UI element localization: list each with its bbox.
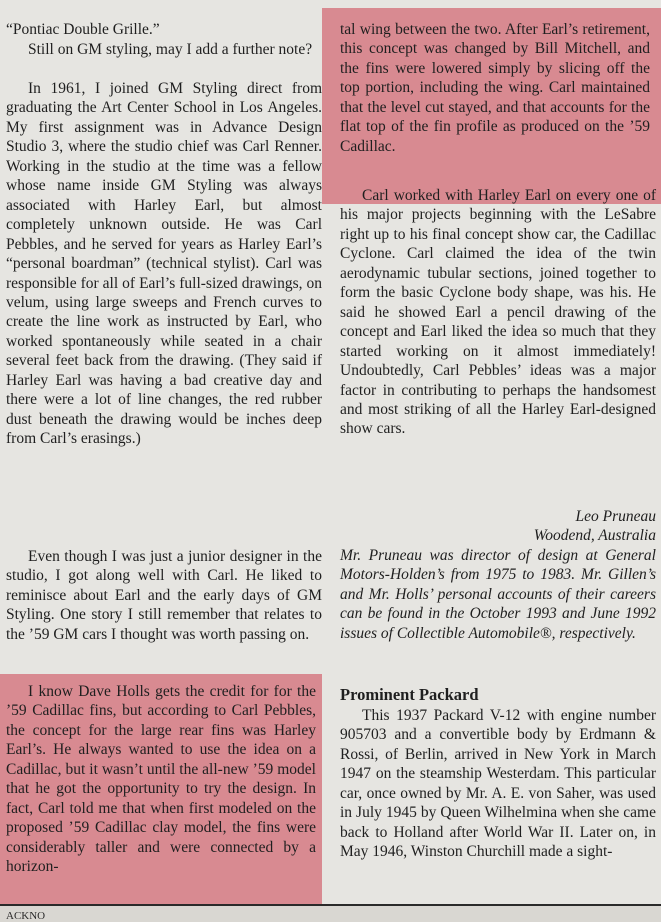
paragraph-question: Still on GM styling, may I add a further note? <box>28 41 313 58</box>
editor-note: Mr. Pruneau was director of design at General Motors-Holden’s from 1975 to 1983. Mr. Gillen’s and Mr. Holls’ personal accounts of their careers can be found in the October 1993 and June 1992 issues of Collectible Automobile®, respectively. <box>340 547 656 642</box>
intro-quote: “Pontiac Double Grille.” <box>6 21 160 38</box>
bottom-strip <box>0 906 661 922</box>
paragraph-cadillac-fins: I know Dave Holls gets the credit for for the ’59 Cadillac fins, but according to Carl Pebbles, the concept for the large rear fins was Harley Earl’s. He always wanted to use the idea on a Cadillac, but it wasn’t until the all-new ’59 model that he got the opportunity to try the design. In fact, Carl told me that when first modeled on the proposed ’59 Cadillac clay model, the fins were considerably taller and were connected by a horizon- <box>6 683 316 876</box>
paragraph-main: In 1961, I joined GM Styling direct from graduating the Art Center School in Los Angeles. My first assignment was in Advance Design Studio 3, where the studio chief was Carl Renner. Working in the studio at the time was a fellow whose name inside GM Styling was always associated with Harley Earl, but almost completely unknown outside. He was Carl Pebbles, and he served for years as Harley Earl’s “personal boardman” (technical stylist). Carl was responsible for all of Earl’s full-sized drawings, on velum, using large sweeps and French curves to create the line work as instructed by Earl, who worked spontaneously while seated in a chair several feet back from the drawing. (They said if Harley Earl was having a bad creative day and there were a lot of line changes, the red rubber dust beneath the drawing would be inches deep from Carl’s erasings.) <box>6 80 322 448</box>
paragraph-packard: This 1937 Packard V-12 with engine number 905703 and a convertible body by Erdmann & Rossi, of Berlin, arrived in New York in March 1947 on the steamship Westerdam. This particular car, once owned by Mr. A. E. von Saher, was used in July 1945 by Queen Wilhelmina when she came back to Holland after World War II. Later on, in May 1946, Winston Churchill made a sight- <box>340 707 656 861</box>
paragraph-wing: tal wing between the two. After Earl’s retirement, this concept was changed by Bill Mitchell, and the fins were lowered simply by slicing off the top portion, including the wing. Carl maintained that the level cut stayed, and that accounts for the flat top of the fin profile as produced on the ’59 Cadillac. <box>340 21 650 155</box>
section-heading: Prominent Packard <box>340 685 479 704</box>
author-name: Leo Pruneau <box>575 508 656 525</box>
footer-text: ACKNO <box>6 910 46 922</box>
paragraph-carl-worked: Carl worked with Harley Earl on every one of his major projects beginning with the LeSabre right up to his final concept show car, the Cadillac Cyclone. Carl claimed the idea of the twin aerodynamic tubular sections, joined together to form the basic Cyclone body shape, was his. He said he showed Earl a pencil drawing of the concept and Earl liked the idea so much that they started working on it almost immediately! Undoubtedly, Carl Pebbles’ ideas was a major factor in contributing to perhaps the handsomest and most striking of all the Harley Earl-designed show cars. <box>340 187 656 438</box>
paragraph-junior-designer: Even though I was just a junior designer in the studio, I got along well with Carl. He liked to reminisce about Earl and the early days of GM Styling. One story I still remember that relates to the ’59 GM cars I thought was worth passing on. <box>6 548 322 643</box>
author-location: Woodend, Australia <box>533 527 656 544</box>
